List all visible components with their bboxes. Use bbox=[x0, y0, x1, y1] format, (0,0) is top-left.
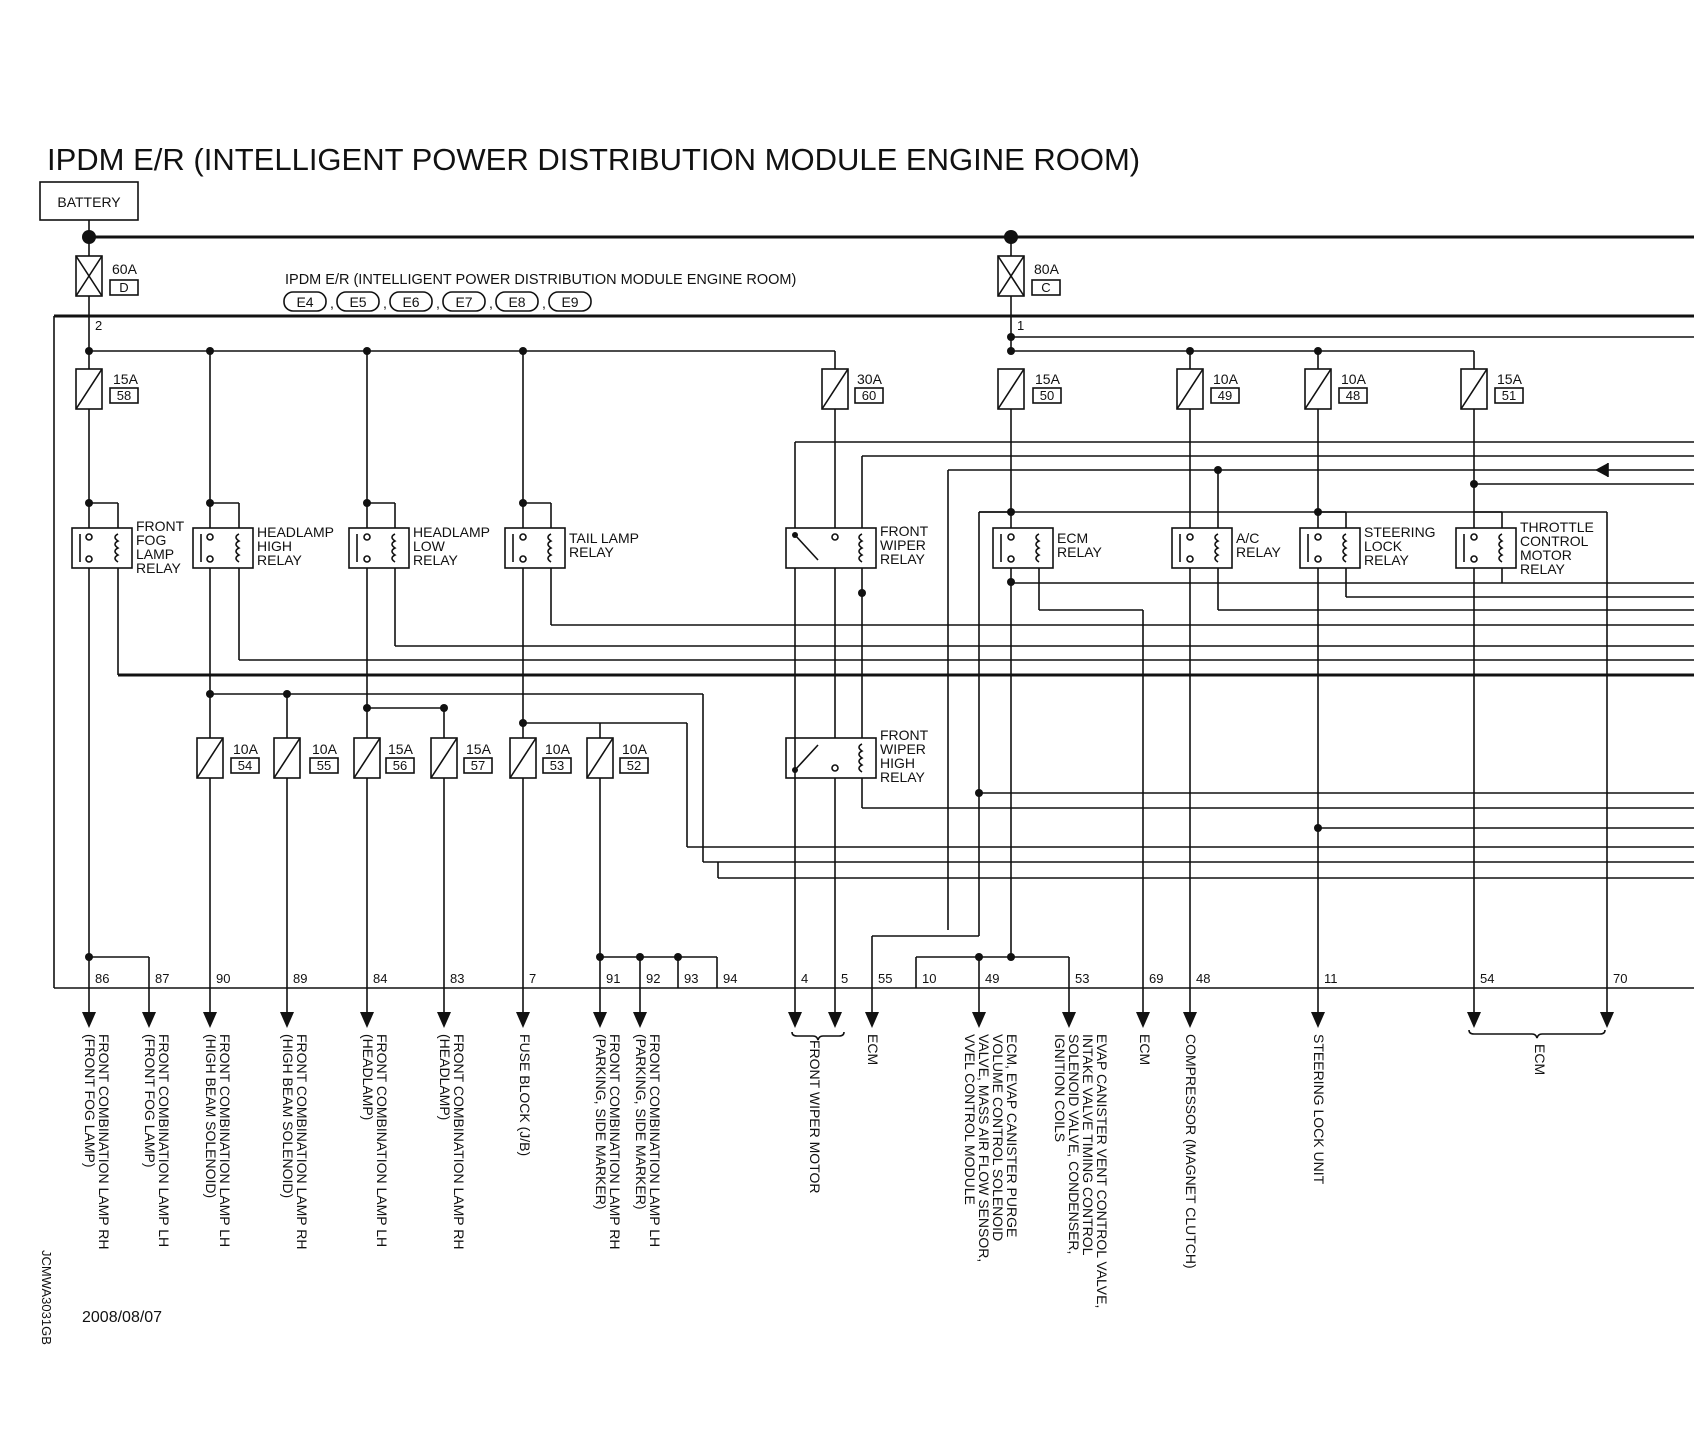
dest-front-comb-lamp-lh-high-beam bbox=[203, 1034, 233, 1247]
svg-text:(PARKING, SIDE MARKER): (PARKING, SIDE MARKER) bbox=[593, 1034, 609, 1210]
svg-text:RELAY: RELAY bbox=[136, 560, 181, 576]
dest-front-comb-lamp-rh-parking bbox=[593, 1034, 623, 1249]
fusible-link-C-amp: 80A bbox=[1034, 261, 1059, 277]
terminal-numbers bbox=[95, 971, 1627, 986]
dest-ecm-55 bbox=[865, 1034, 881, 1065]
svg-text:,: , bbox=[489, 295, 493, 311]
dest-ecm-54-70 bbox=[1532, 1044, 1548, 1075]
connector-E8: E8 bbox=[508, 294, 526, 310]
svg-text:ECM: ECM bbox=[1137, 1034, 1153, 1066]
svg-text:RELAY: RELAY bbox=[257, 552, 302, 568]
connector-E6: E6 bbox=[402, 294, 420, 310]
svg-text:(HIGH BEAM SOLENOID): (HIGH BEAM SOLENOID) bbox=[203, 1034, 219, 1199]
fuse-57 bbox=[431, 738, 492, 778]
svg-text:HEADLAMP: HEADLAMP bbox=[257, 524, 335, 540]
circuit-wiring bbox=[85, 351, 1694, 1012]
terminal-83: 83 bbox=[450, 971, 465, 986]
module-label: IPDM E/R (INTELLIGENT POWER DISTRIBUTION MODULE ENGINE ROOM) bbox=[285, 272, 797, 288]
dest-steering-lock-unit bbox=[1311, 1034, 1327, 1185]
steering-lock-relay bbox=[1300, 524, 1436, 568]
fuse-58-id: 58 bbox=[116, 388, 132, 403]
dest-ecm-69 bbox=[1137, 1034, 1153, 1065]
terminal-5: 5 bbox=[841, 971, 849, 986]
terminal-89: 89 bbox=[293, 971, 308, 986]
terminal-87: 87 bbox=[155, 971, 170, 986]
front-wiper-high-relay bbox=[786, 727, 929, 785]
svg-text:FRONT COMBINATION LAMP RH: FRONT COMBINATION LAMP RH bbox=[451, 1034, 467, 1250]
fusible-link-D-amp: 60A bbox=[112, 261, 137, 277]
svg-text:FRONT COMBINATION LAMP LH: FRONT COMBINATION LAMP LH bbox=[374, 1034, 390, 1248]
destination-labels bbox=[82, 1034, 1548, 1308]
terminal-48: 48 bbox=[1196, 971, 1211, 986]
date-stamp: 2008/08/07 bbox=[82, 1309, 163, 1326]
svg-text:,: , bbox=[330, 295, 334, 311]
dest-front-comb-lamp-lh-headlamp bbox=[360, 1034, 390, 1247]
dest-front-comb-lamp-rh-high-beam bbox=[280, 1034, 310, 1249]
fuse-53 bbox=[510, 738, 571, 778]
svg-text:HIGH: HIGH bbox=[880, 755, 915, 771]
output-arrows bbox=[82, 1012, 1614, 1040]
svg-text:FRONT COMBINATION LAMP LH: FRONT COMBINATION LAMP LH bbox=[156, 1034, 172, 1248]
dest-ecm-evap-purge bbox=[962, 1034, 1020, 1262]
svg-text:RELAY: RELAY bbox=[1364, 552, 1409, 568]
svg-text:WIPER: WIPER bbox=[880, 537, 926, 553]
svg-text:HEADLAMP: HEADLAMP bbox=[413, 524, 491, 540]
fusible-link-D-pin: 2 bbox=[95, 318, 103, 333]
svg-text:(PARKING, SIDE MARKER): (PARKING, SIDE MARKER) bbox=[633, 1034, 649, 1210]
terminal-93: 93 bbox=[684, 971, 699, 986]
svg-text:ECM, EVAP CANISTER PURGE: ECM, EVAP CANISTER PURGE bbox=[1004, 1034, 1020, 1238]
svg-text:FRONT COMBINATION LAMP RH: FRONT COMBINATION LAMP RH bbox=[607, 1034, 623, 1250]
dest-front-comb-lamp-rh-fog bbox=[82, 1034, 112, 1249]
fuse-52-id: 52 bbox=[626, 758, 642, 773]
terminal-4: 4 bbox=[801, 971, 809, 986]
svg-text:A/C: A/C bbox=[1236, 530, 1260, 546]
fuse-51-amp: 15A bbox=[1497, 371, 1522, 387]
svg-text:SOLENOID VALVE, CONDENSER,: SOLENOID VALVE, CONDENSER, bbox=[1066, 1034, 1082, 1255]
dest-compressor bbox=[1183, 1034, 1199, 1269]
svg-text:RELAY: RELAY bbox=[880, 769, 925, 785]
connector-E7: E7 bbox=[455, 294, 473, 310]
fusible-link-C-id: C bbox=[1041, 280, 1051, 295]
throttle-control-motor-relay bbox=[1456, 519, 1594, 577]
fuse-60 bbox=[822, 369, 883, 409]
fuse-56-amp: 15A bbox=[388, 741, 413, 757]
svg-text:LOCK: LOCK bbox=[1364, 538, 1403, 554]
headlamp-low-relay bbox=[349, 524, 490, 568]
fuse-60-id: 60 bbox=[861, 388, 877, 403]
terminal-86: 86 bbox=[95, 971, 110, 986]
ac-relay bbox=[1172, 528, 1282, 568]
terminal-7: 7 bbox=[529, 971, 537, 986]
svg-text:IGNITION COILS: IGNITION COILS bbox=[1052, 1034, 1068, 1143]
svg-text:TAIL LAMP: TAIL LAMP bbox=[569, 530, 640, 546]
svg-text:EVAP CANISTER VENT CONTROL VAL: EVAP CANISTER VENT CONTROL VALVE, bbox=[1094, 1034, 1110, 1309]
fusible-link-C bbox=[998, 237, 1060, 351]
dest-front-comb-lamp-lh-fog bbox=[142, 1034, 172, 1247]
svg-text:,: , bbox=[436, 295, 440, 311]
connector-E4: E4 bbox=[296, 294, 314, 310]
svg-text:,: , bbox=[542, 295, 546, 311]
svg-text:LOW: LOW bbox=[413, 538, 445, 554]
dest-front-comb-lamp-lh-parking bbox=[633, 1034, 663, 1247]
terminal-69: 69 bbox=[1149, 971, 1164, 986]
terminal-70: 70 bbox=[1613, 971, 1628, 986]
svg-text:ECM: ECM bbox=[865, 1034, 881, 1066]
svg-text:FRONT COMBINATION LAMP LH: FRONT COMBINATION LAMP LH bbox=[217, 1034, 233, 1248]
terminal-84: 84 bbox=[373, 971, 388, 986]
fuse-50-amp: 15A bbox=[1035, 371, 1060, 387]
fuse-56-id: 56 bbox=[392, 758, 408, 773]
fuse-50-id: 50 bbox=[1039, 388, 1055, 403]
fuse-49-amp: 10A bbox=[1213, 371, 1238, 387]
dest-front-comb-lamp-rh-headlamp bbox=[437, 1034, 467, 1249]
svg-text:STEERING: STEERING bbox=[1364, 524, 1436, 540]
svg-text:RELAY: RELAY bbox=[569, 544, 614, 560]
svg-text:RELAY: RELAY bbox=[1057, 544, 1102, 560]
dest-front-wiper-motor bbox=[807, 1040, 823, 1193]
svg-text:FRONT COMBINATION LAMP LH: FRONT COMBINATION LAMP LH bbox=[647, 1034, 663, 1248]
svg-text:FRONT: FRONT bbox=[136, 518, 185, 534]
fuse-57-amp: 15A bbox=[466, 741, 491, 757]
svg-text:FRONT WIPER MOTOR: FRONT WIPER MOTOR bbox=[807, 1040, 823, 1194]
svg-text:RELAY: RELAY bbox=[880, 551, 925, 567]
fuse-58-amp: 15A bbox=[113, 371, 138, 387]
terminal-10: 10 bbox=[922, 971, 937, 986]
fuse-49-id: 49 bbox=[1217, 388, 1233, 403]
fuse-51 bbox=[1461, 369, 1523, 409]
fusible-link-D bbox=[76, 237, 138, 351]
terminal-53: 53 bbox=[1075, 971, 1090, 986]
svg-text:THROTTLE: THROTTLE bbox=[1520, 519, 1594, 535]
connector-E9: E9 bbox=[561, 294, 579, 310]
fuse-52-amp: 10A bbox=[622, 741, 647, 757]
svg-text:FRONT: FRONT bbox=[880, 727, 929, 743]
dest-evap-vent bbox=[1052, 1034, 1110, 1308]
svg-text:RELAY: RELAY bbox=[1236, 544, 1281, 560]
svg-text:WIPER: WIPER bbox=[880, 741, 926, 757]
svg-text:(FRONT FOG LAMP): (FRONT FOG LAMP) bbox=[142, 1034, 158, 1168]
tail-lamp-relay bbox=[505, 528, 639, 568]
terminal-90: 90 bbox=[216, 971, 231, 986]
svg-text:FRONT: FRONT bbox=[880, 523, 929, 539]
fuse-49 bbox=[1177, 369, 1239, 409]
svg-text:FOG: FOG bbox=[136, 532, 167, 548]
terminal-94: 94 bbox=[723, 971, 738, 986]
svg-text:(HIGH BEAM SOLENOID): (HIGH BEAM SOLENOID) bbox=[280, 1034, 296, 1199]
svg-text:VALVE, MASS AIR FLOW SENSOR,: VALVE, MASS AIR FLOW SENSOR, bbox=[976, 1034, 992, 1263]
svg-text:ECM: ECM bbox=[1057, 530, 1089, 546]
fuse-48 bbox=[1305, 369, 1367, 409]
connector-list bbox=[284, 292, 591, 311]
svg-text:INTAKE VALVE TIMING CONTROL: INTAKE VALVE TIMING CONTROL bbox=[1080, 1034, 1096, 1256]
battery-label: BATTERY bbox=[57, 194, 121, 210]
fuse-55-amp: 10A bbox=[312, 741, 337, 757]
terminal-49: 49 bbox=[985, 971, 1000, 986]
fuse-55 bbox=[274, 738, 338, 778]
fuse-54 bbox=[197, 738, 259, 778]
svg-text:JCMWA3031GB: JCMWA3031GB bbox=[39, 1250, 54, 1345]
svg-text:,: , bbox=[383, 295, 387, 311]
terminal-11: 11 bbox=[1324, 971, 1338, 986]
fuse-58 bbox=[76, 351, 139, 409]
fuse-55-id: 55 bbox=[316, 758, 332, 773]
page-title: IPDM E/R (INTELLIGENT POWER DISTRIBUTION MODULE ENGINE ROOM) bbox=[47, 142, 1141, 177]
fusible-link-D-id: D bbox=[119, 280, 129, 295]
fuse-54-amp: 10A bbox=[233, 741, 258, 757]
figure-code bbox=[39, 1250, 54, 1345]
terminal-54: 54 bbox=[1480, 971, 1495, 986]
svg-text:FRONT COMBINATION LAMP RH: FRONT COMBINATION LAMP RH bbox=[96, 1034, 112, 1250]
svg-text:(HEADLAMP): (HEADLAMP) bbox=[437, 1034, 453, 1121]
svg-text:FUSE BLOCK (J/B): FUSE BLOCK (J/B) bbox=[517, 1034, 533, 1157]
svg-text:RELAY: RELAY bbox=[413, 552, 458, 568]
fuse-51-id: 51 bbox=[1501, 388, 1517, 403]
svg-text:LAMP: LAMP bbox=[136, 546, 175, 562]
svg-text:RELAY: RELAY bbox=[1520, 561, 1565, 577]
svg-text:CONTROL: CONTROL bbox=[1520, 533, 1589, 549]
svg-text:COMPRESSOR (MAGNET CLUTCH): COMPRESSOR (MAGNET CLUTCH) bbox=[1183, 1034, 1199, 1269]
svg-text:VVEL CONTROL MODULE: VVEL CONTROL MODULE bbox=[962, 1034, 978, 1205]
fusible-link-C-pin: 1 bbox=[1017, 318, 1025, 333]
fuse-52 bbox=[587, 738, 648, 778]
fuse-54-id: 54 bbox=[237, 758, 253, 773]
svg-text:HIGH: HIGH bbox=[257, 538, 292, 554]
svg-text:MOTOR: MOTOR bbox=[1520, 547, 1572, 563]
fuse-50 bbox=[998, 369, 1061, 409]
fuse-53-amp: 10A bbox=[545, 741, 570, 757]
terminal-91: 91 bbox=[606, 971, 621, 986]
fuse-57-id: 57 bbox=[470, 758, 486, 773]
svg-text:(HEADLAMP): (HEADLAMP) bbox=[360, 1034, 376, 1121]
terminal-92: 92 bbox=[646, 971, 661, 986]
ecm-relay bbox=[993, 528, 1103, 568]
dest-fuse-block bbox=[517, 1034, 533, 1156]
svg-text:STEERING LOCK UNIT: STEERING LOCK UNIT bbox=[1311, 1034, 1327, 1185]
svg-text:VOLUME CONTROL SOLENOID: VOLUME CONTROL SOLENOID bbox=[990, 1034, 1006, 1242]
svg-text:ECM: ECM bbox=[1532, 1044, 1548, 1076]
fuse-48-amp: 10A bbox=[1341, 371, 1366, 387]
fuse-48-id: 48 bbox=[1345, 388, 1361, 403]
svg-text:(FRONT FOG LAMP): (FRONT FOG LAMP) bbox=[82, 1034, 98, 1168]
connector-E5: E5 bbox=[349, 294, 367, 310]
front-wiper-relay bbox=[786, 523, 929, 568]
fuse-60-amp: 30A bbox=[857, 371, 882, 387]
fuse-56 bbox=[354, 738, 414, 778]
svg-text:FRONT COMBINATION LAMP RH: FRONT COMBINATION LAMP RH bbox=[294, 1034, 310, 1250]
terminal-55: 55 bbox=[878, 971, 893, 986]
fuse-53-id: 53 bbox=[549, 758, 565, 773]
headlamp-high-relay bbox=[193, 524, 334, 568]
